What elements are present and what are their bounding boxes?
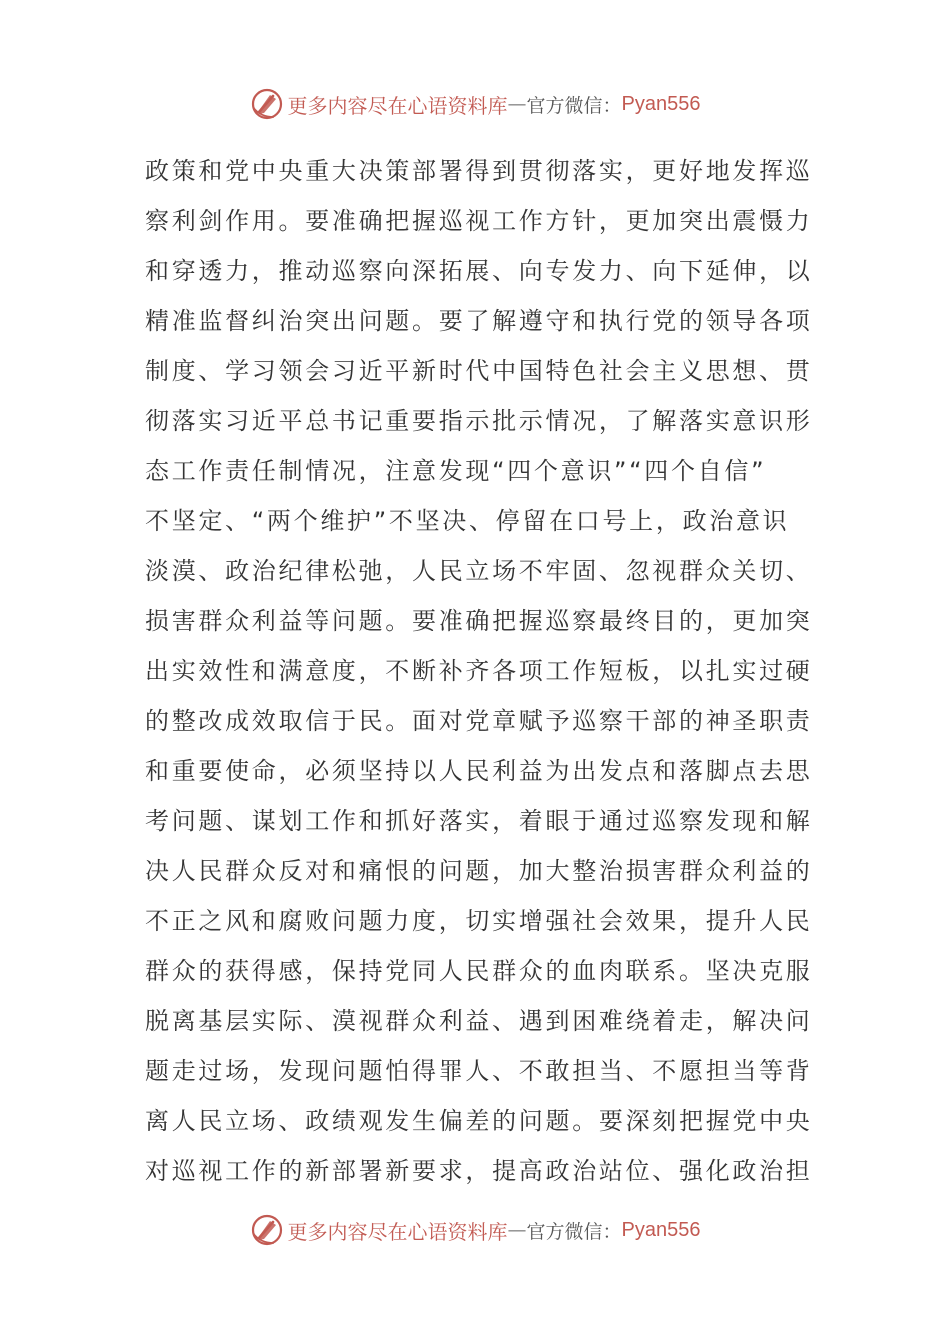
text-line: 制度、学习领会习近平新时代中国特色社会主义思想、贯: [145, 357, 813, 385]
footer-main-text: 更多内容尽在心语资料库: [287, 1219, 508, 1244]
text-line: 决人民群众反对和痛恨的问题，加大整治损害群众利益的: [145, 857, 813, 885]
text-line: 考问题、谋划工作和抓好落实，着眼于通过巡察发现和解: [145, 807, 813, 835]
text-line: 态工作责任制情况，注意发现“四个意识”“四个自信”: [145, 457, 767, 485]
header-wechat-id: Pyan556: [621, 92, 701, 115]
text-line: 淡漠、政治纪律松弛，人民立场不牢固、忽视群众关切、: [145, 557, 813, 585]
text-line: 脱离基层实际、漠视群众利益、遇到困难绕着走，解决问: [145, 1007, 813, 1035]
text-line: 精准监督纠治突出问题。要了解遵守和执行党的领导各项: [145, 307, 813, 335]
text-line: 和穿透力，推动巡察向深拓展、向专发力、向下延伸，以: [145, 257, 813, 285]
text-line: 察利剑作用。要准确把握巡视工作方针，更加突出震慑力: [145, 207, 813, 235]
text-line: 出实效性和满意度，不断补齐各项工作短板，以扎实过硬: [145, 657, 813, 685]
text-line: 政策和党中央重大决策部署得到贯彻落实，更好地发挥巡: [145, 157, 813, 185]
text-line: 和重要使命，必须坚持以人民利益为出发点和落脚点去思: [145, 757, 813, 785]
footer-banner: [0, 1210, 950, 1250]
pen-logo-icon: [250, 87, 284, 121]
pen-logo-icon: [250, 1213, 284, 1247]
footer-dash: —: [507, 1219, 527, 1241]
text-line: 的整改成效取信于民。面对党章赋予巡察干部的神圣职责: [145, 707, 813, 735]
text-line: 不坚定、“两个维护”不坚决、停留在口号上，政治意识: [145, 507, 790, 535]
text-line: 不正之风和腐败问题力度，切实增强社会效果，提升人民: [145, 907, 813, 935]
text-line: 离人民立场、政绩观发生偏差的问题。要深刻把握党中央: [145, 1107, 813, 1135]
document-body: [145, 146, 813, 1196]
text-line: 题走过场，发现问题怕得罪人、不敢担当、不愿担当等背: [145, 1057, 813, 1085]
footer-wechat-label: 官方微信：: [526, 1220, 622, 1243]
text-line: 彻落实习近平总书记重要指示批示情况，了解落实意识形: [145, 407, 813, 435]
header-banner: [0, 84, 950, 124]
footer-wechat-id: Pyan556: [621, 1218, 701, 1241]
header-main-text: 更多内容尽在心语资料库: [287, 93, 508, 118]
text-line: 损害群众利益等问题。要准确把握巡察最终目的，更加突: [145, 607, 813, 635]
text-line: 对巡视工作的新部署新要求，提高政治站位、强化政治担: [145, 1157, 813, 1185]
text-line: 群众的获得感，保持党同人民群众的血肉联系。坚决克服: [145, 957, 813, 985]
header-dash: —: [507, 93, 527, 115]
header-wechat-label: 官方微信：: [526, 94, 622, 117]
